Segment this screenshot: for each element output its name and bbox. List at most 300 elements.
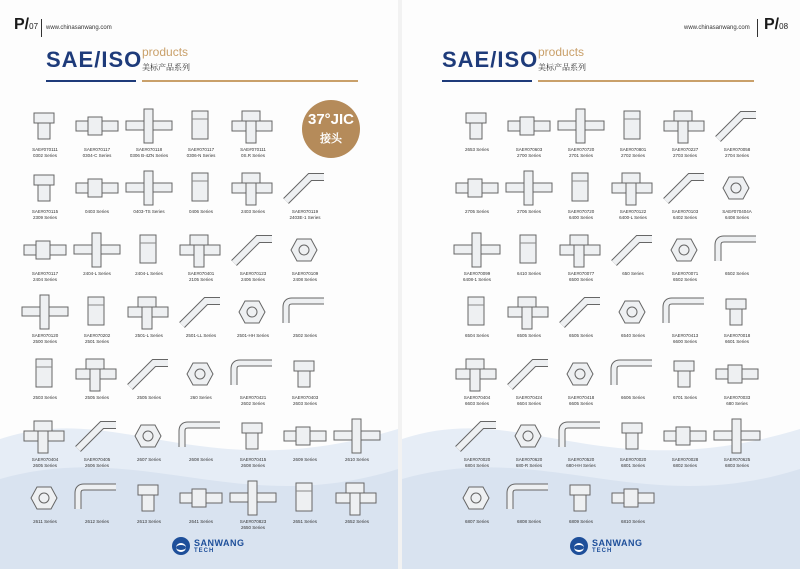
fitting-item (656, 105, 714, 163)
fitting-item (172, 167, 230, 225)
fitting-item (224, 167, 282, 225)
fitting-drawing (228, 169, 278, 207)
fitting-series: 2500 Series (32, 338, 58, 344)
fitting-code: SAE#070122 (619, 209, 647, 214)
fitting-drawing (504, 107, 554, 145)
fitting-drawing (712, 231, 762, 269)
fitting-series: 680-R Series (515, 462, 543, 468)
fitting-label (276, 333, 334, 339)
fitting-code: SAE#070020 (463, 457, 491, 462)
fitting-item (448, 353, 506, 411)
fitting-label (16, 519, 74, 525)
fitting-item (276, 229, 334, 287)
fitting-series: 260 Series (190, 395, 212, 400)
fitting-label (604, 147, 662, 158)
fitting-drawing (660, 107, 710, 145)
fitting-label (552, 147, 610, 158)
fitting-label (68, 271, 126, 277)
fitting-label (224, 333, 282, 339)
fitting-item (172, 229, 230, 287)
fitting-series: 2105 Series (188, 276, 214, 282)
fitting-drawing (608, 355, 658, 393)
fitting-series: 0403 Series (84, 209, 110, 214)
fitting-label (656, 395, 714, 401)
fitting-code: SAE#070033 (723, 395, 751, 400)
fitting-label (448, 147, 506, 153)
fitting-series: 2608 Series (188, 457, 214, 462)
fitting-series: 6807 Series (464, 519, 490, 524)
fitting-item (68, 353, 126, 411)
fitting-drawing (504, 169, 554, 207)
fitting-drawing (228, 231, 278, 269)
fitting-code: SAE#070202 (83, 333, 111, 338)
logo-name: SANWANG (592, 538, 643, 548)
fitting-item (68, 229, 126, 287)
fitting-label (448, 395, 506, 406)
fitting-series: 2404-L Series (83, 271, 111, 276)
fitting-series: 6809 Series (568, 519, 594, 524)
fitting-series: 2650 Series (240, 524, 266, 530)
fitting-drawing (556, 355, 606, 393)
fitting-item (448, 167, 506, 225)
fitting-label (500, 457, 558, 468)
fitting-drawing (504, 479, 554, 517)
logo-tech: TECH (592, 548, 613, 554)
fitting-drawing (176, 293, 226, 331)
fitting-series: 6408 Series (724, 214, 750, 220)
fitting-item (120, 167, 178, 225)
fitting-drawing (124, 169, 174, 207)
fitting-drawing (20, 417, 70, 455)
fitting-label (224, 147, 282, 158)
fitting-item (656, 229, 714, 287)
fitting-series: 2605 Series (32, 462, 58, 468)
fitting-label (16, 209, 74, 220)
fitting-item (552, 353, 610, 411)
fitting-label (172, 271, 230, 282)
fitting-series: 2606 Series (84, 462, 110, 468)
fitting-item (224, 229, 282, 287)
fitting-label (224, 519, 282, 530)
fitting-drawing (72, 107, 122, 145)
fitting-drawing (660, 417, 710, 455)
fitting-series: 2406 Series (240, 276, 266, 282)
products-label: products (142, 45, 189, 59)
fitting-drawing (176, 417, 226, 455)
fitting-code: SAE#070227 (671, 147, 699, 152)
fitting-code: SAE#070404 (31, 457, 59, 462)
fitting-drawing (452, 169, 502, 207)
fitting-series: 2403 Series (240, 209, 266, 214)
fitting-drawing (176, 231, 226, 269)
fitting-item (708, 353, 766, 411)
folio: P/07 (14, 16, 39, 33)
fitting-code: SAE#070404 (463, 395, 491, 400)
fitting-item (120, 229, 178, 287)
fitting-series: 2501-L Series (135, 333, 163, 338)
fitting-drawing (228, 417, 278, 455)
fitting-series: 2610 Series (344, 457, 370, 462)
fitting-code: SAE#070603 (515, 147, 543, 152)
fitting-drawing (660, 293, 710, 331)
fitting-item (500, 105, 558, 163)
fitting-drawing (280, 293, 330, 331)
fitting-label (708, 395, 766, 406)
fitting-drawing (556, 293, 606, 331)
fitting-label (448, 209, 506, 215)
fitting-drawing (712, 417, 762, 455)
folio: P/08 (764, 16, 789, 33)
fitting-item (448, 415, 506, 473)
fitting-code: SAE#070120 (31, 333, 59, 338)
fitting-item (120, 415, 178, 473)
fitting-item (448, 105, 506, 163)
fitting-drawing (452, 107, 502, 145)
fitting-label (120, 395, 178, 401)
fitting-label (172, 395, 230, 401)
fitting-series: 2408 Series (292, 276, 318, 282)
fitting-item (604, 353, 662, 411)
fitting-label (552, 395, 610, 406)
fitting-label (16, 333, 74, 344)
fitting-series: 2704 Series (724, 152, 750, 158)
fitting-label (68, 395, 126, 401)
fitting-series: 2609 Series (292, 457, 318, 462)
chinese-subtitle: 美标产品系列 (538, 63, 586, 72)
fitting-series: 2703 Series (672, 152, 698, 158)
fitting-item (500, 167, 558, 225)
fitting-drawing (124, 355, 174, 393)
fitting-code: SAE#070620 (515, 457, 543, 462)
fitting-code: SAE#070720 (567, 209, 595, 214)
page-left (0, 0, 398, 569)
fitting-item (172, 477, 230, 535)
fitting-item (448, 291, 506, 349)
fitting-series: 6400 Series (568, 214, 594, 220)
fitting-item (552, 291, 610, 349)
fitting-drawing (72, 293, 122, 331)
fitting-series: 6502 Series (724, 271, 750, 276)
fitting-drawing (608, 107, 658, 145)
fitting-drawing (608, 417, 658, 455)
fitting-drawing (452, 479, 502, 517)
fitting-item (552, 415, 610, 473)
fitting-series: 2652 Series (344, 519, 370, 524)
fitting-drawing (452, 417, 502, 455)
fitting-series: 2603 Series (292, 400, 318, 406)
fitting-series: 6601 Series (724, 338, 750, 344)
fitting-item (16, 477, 74, 535)
fitting-label (656, 333, 714, 344)
fitting-label (68, 457, 126, 468)
fitting-drawing (20, 169, 70, 207)
fitting-item (656, 167, 714, 225)
fitting-label (224, 271, 282, 282)
fitting-series: 2404-L Series (135, 271, 163, 276)
fitting-item (656, 291, 714, 349)
fitting-label (604, 271, 662, 277)
fitting-label (604, 209, 662, 220)
fitting-item (224, 291, 282, 349)
fitting-label (448, 519, 506, 525)
fitting-code: SAE#070415 (239, 457, 267, 462)
fitting-label (172, 209, 230, 215)
fitting-series: 2611 Series (33, 519, 57, 524)
fitting-series: 2651 Series (292, 519, 318, 524)
fitting-drawing (228, 107, 278, 145)
fitting-series: 2612 Series (84, 519, 110, 524)
page-title: SAE/ISO (46, 47, 143, 72)
fitting-drawing (72, 231, 122, 269)
fitting-code: SAE#070823 (239, 519, 267, 524)
fitting-code: SAE#070020 (619, 457, 647, 462)
fitting-label (172, 147, 230, 158)
fitting-item (708, 105, 766, 163)
fitting-drawing (712, 107, 762, 145)
fitting-item (604, 229, 662, 287)
fitting-drawing (228, 355, 278, 393)
fitting-series: 2502 Series (292, 333, 318, 338)
fitting-label (120, 519, 178, 525)
fitting-drawing (504, 231, 554, 269)
fitting-drawing (176, 169, 226, 207)
fitting-label (500, 209, 558, 215)
fitting-series: 2404 Series (32, 276, 58, 282)
fitting-item (552, 167, 610, 225)
page-title: SAE/ISO (442, 47, 539, 72)
fitting-item (224, 415, 282, 473)
fitting-item (448, 477, 506, 535)
fitting-series: 6540 Series (620, 333, 646, 338)
fitting-item (16, 105, 74, 163)
fitting-series: 2706 Series (516, 209, 542, 214)
fitting-code: SAE#070421 (239, 395, 267, 400)
fitting-label (656, 271, 714, 282)
fitting-label (500, 519, 558, 525)
page-right (402, 0, 800, 569)
title-rule-blue (46, 80, 136, 82)
fitting-series: 2501-LL Series (185, 333, 217, 338)
fitting-code: SAE#070520 (567, 457, 595, 462)
fitting-label (120, 271, 178, 277)
fitting-drawing (556, 107, 606, 145)
fitting-series: 2653 Series (464, 147, 490, 152)
fitting-label (120, 457, 178, 463)
fitting-series: 2503 Series (32, 395, 58, 400)
fitting-series: 0S.R Series (240, 152, 265, 158)
chinese-subtitle: 美标产品系列 (142, 63, 190, 72)
fitting-series: 2705 Series (464, 209, 490, 214)
fitting-label (276, 271, 334, 282)
fitting-drawing (504, 355, 554, 393)
fitting-drawing (124, 293, 174, 331)
fitting-label (68, 147, 126, 158)
fitting-series: 2309 Series (32, 214, 58, 220)
fitting-label (276, 395, 334, 406)
fitting-item (172, 415, 230, 473)
fitting-item (604, 415, 662, 473)
fitting-label (708, 333, 766, 344)
fitting-label (68, 209, 126, 215)
fitting-label (604, 395, 662, 401)
fitting-series: 6604 Series (516, 400, 542, 406)
fitting-item (68, 105, 126, 163)
fitting-drawing (20, 355, 70, 393)
fitting-item (276, 291, 334, 349)
fitting-item (172, 291, 230, 349)
fitting-code: SAE#070720 (567, 147, 595, 152)
fitting-code: SAE#070111 (240, 147, 266, 152)
fitting-series: 6606 Series (620, 395, 646, 400)
fitting-item (500, 353, 558, 411)
fitting-item (328, 477, 386, 535)
fitting-drawing (608, 169, 658, 207)
website-url[interactable]: www.chinasanwang.com (46, 25, 112, 31)
fitting-drawing (452, 293, 502, 331)
fitting-drawing (72, 479, 122, 517)
fitting-series: 2505 Series (84, 395, 110, 400)
logo-tech: TECH (194, 548, 215, 554)
fitting-series: 6505 Series (568, 333, 594, 338)
fitting-drawing (20, 479, 70, 517)
fitting-drawing (228, 479, 278, 517)
fitting-code: SAE#070058 (723, 147, 751, 152)
fitting-item (172, 353, 230, 411)
fitting-series: 2641 Series (188, 519, 214, 524)
fitting-label (68, 333, 126, 344)
fitting-label (224, 209, 282, 215)
fitting-drawing (332, 417, 382, 455)
fitting-item (656, 353, 714, 411)
fitting-code: SAE#070405 (83, 457, 111, 462)
fitting-label (448, 457, 506, 468)
fitting-label (552, 209, 610, 220)
fitting-label (172, 519, 230, 525)
fitting-series: 6504 Series (464, 333, 490, 338)
fitting-item (500, 477, 558, 535)
fitting-series: 2608 Series (240, 462, 266, 468)
fitting-code: SAE#070123 (239, 271, 267, 276)
fitting-code: SAE#070413 (671, 333, 699, 338)
fitting-drawing (280, 355, 330, 393)
fitting-label (276, 457, 334, 463)
fitting-label (120, 333, 178, 339)
fitting-series: 2501-HH Series (236, 333, 269, 338)
fitting-label (16, 271, 74, 282)
fitting-item (708, 291, 766, 349)
fitting-label (328, 457, 386, 463)
sanwang-logo-icon (172, 537, 190, 555)
fitting-label (224, 395, 282, 406)
fitting-code: SAE#070118 (135, 147, 163, 152)
folio-divider (757, 19, 758, 37)
fitting-drawing (556, 479, 606, 517)
fitting-label (500, 395, 558, 406)
fitting-series: 6410 Series (516, 271, 542, 276)
fitting-series: 6402 Series (672, 214, 698, 220)
fitting-drawing (608, 231, 658, 269)
fitting-item (708, 167, 766, 225)
fitting-label (68, 519, 126, 525)
fitting-item (16, 353, 74, 411)
fitting-label (552, 457, 610, 468)
fitting-item (224, 105, 282, 163)
fitting-label (604, 333, 662, 339)
fitting-code: SAE#070099 (463, 271, 491, 276)
fitting-label (708, 457, 766, 468)
fitting-drawing (280, 231, 330, 269)
fitting-series: 6600 Series (672, 338, 698, 344)
fitting-drawing (72, 169, 122, 207)
fitting-code: SAE#070801 (619, 147, 647, 152)
fitting-drawing (20, 293, 70, 331)
fitting-code: SAE#070115 (31, 209, 59, 214)
fitting-item (16, 229, 74, 287)
fitting-series: 6808 Series (516, 519, 542, 524)
fitting-code: SAE#070117 (187, 147, 215, 152)
fitting-item (656, 415, 714, 473)
fitting-item (120, 291, 178, 349)
jic-badge: 37°JIC 接头 (302, 100, 360, 158)
fitting-drawing (660, 169, 710, 207)
fitting-item (16, 291, 74, 349)
fitting-series: 6605 Series (568, 400, 594, 406)
fitting-item (120, 353, 178, 411)
fitting-series: 6804 Series (464, 462, 490, 468)
fitting-item (276, 353, 334, 411)
title-rule-blue (442, 80, 532, 82)
fitting-drawing (556, 417, 606, 455)
fitting-label (656, 457, 714, 468)
fitting-drawing (504, 417, 554, 455)
fitting-code: SAE#070109 (291, 271, 319, 276)
fitting-item (328, 415, 386, 473)
fitting-series: 2701 Series (568, 152, 594, 158)
website-url[interactable]: www.chinasanwang.com (684, 25, 750, 31)
fitting-item (708, 229, 766, 287)
fitting-drawing (608, 293, 658, 331)
fitting-code: SAE#070625 (723, 457, 751, 462)
fitting-series: 680 Series (726, 400, 748, 406)
fitting-label (16, 147, 74, 158)
fitting-label (276, 519, 334, 525)
fitting-drawing (712, 355, 762, 393)
sanwang-logo-icon (570, 537, 588, 555)
fitting-series: 0306 B-4ZN Series (129, 152, 169, 158)
fitting-label (500, 333, 558, 339)
fitting-item (120, 477, 178, 535)
fitting-item (16, 167, 74, 225)
fitting-code: SAE#070111 (32, 147, 58, 152)
fitting-drawing (452, 355, 502, 393)
fitting-code: SAE#070404A (722, 209, 752, 214)
fitting-code: SAE#070077 (567, 271, 595, 276)
fitting-series: 6603 Series (464, 400, 490, 406)
fitting-drawing (556, 169, 606, 207)
fitting-series: 2501 Series (84, 338, 110, 344)
fitting-label (448, 271, 506, 282)
fitting-series: 6802 Series (672, 462, 698, 468)
fitting-drawing (124, 231, 174, 269)
fitting-item (604, 105, 662, 163)
fitting-drawing (504, 293, 554, 331)
fitting-code: SAE#070117 (31, 271, 59, 276)
fitting-label (224, 457, 282, 468)
fitting-drawing (280, 417, 330, 455)
fitting-label (120, 209, 178, 215)
fitting-drawing (608, 479, 658, 517)
fitting-item (448, 229, 506, 287)
